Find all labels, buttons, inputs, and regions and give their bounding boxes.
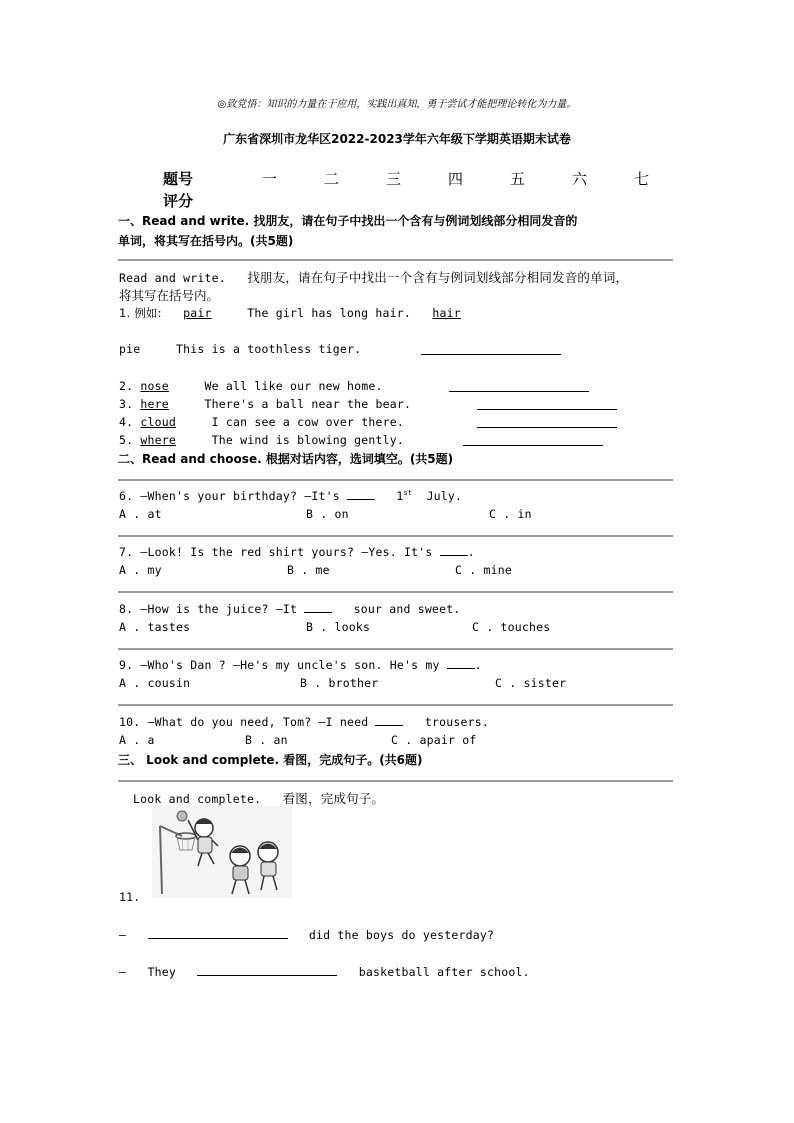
q5-answer-blank[interactable] (463, 433, 603, 451)
score-col-6: 六 (572, 170, 588, 188)
q10-option-b[interactable]: B . an (245, 733, 288, 747)
question-9-row (119, 657, 482, 672)
q3-answer-blank[interactable] (477, 397, 617, 415)
q10-option-a[interactable]: A . a (119, 733, 155, 747)
q5-word: where (140, 433, 176, 447)
q11-text-2b: basketball after school. (358, 965, 530, 979)
q9-option-c[interactable]: C . sister (495, 676, 567, 690)
question-10-row (119, 714, 489, 729)
q11-text-2a: They (147, 965, 176, 979)
question-6-row (119, 488, 462, 503)
score-col-3: 三 (386, 170, 402, 188)
q7-option-a[interactable]: A . my (119, 563, 162, 577)
example-word: pair (183, 306, 212, 320)
q1-answer-blank[interactable] (421, 342, 561, 360)
q7-option-b[interactable]: B . me (287, 563, 330, 577)
score-col-7: 七 (634, 170, 650, 188)
q3-word: here (140, 397, 169, 411)
q11-dash-1: — (119, 928, 127, 942)
q7-blank[interactable] (440, 544, 468, 556)
divider (118, 704, 673, 706)
score-col-2: 二 (324, 170, 340, 188)
question-3-row (119, 397, 411, 411)
section3-instruction (133, 789, 384, 807)
q6-num: 6. (119, 489, 134, 503)
q2-word: nose (140, 379, 169, 393)
question-4-row (119, 415, 404, 429)
section3-heading: 三、 Look and complete. 看图，完成句子。(共6题) (118, 753, 423, 767)
q6-sup: st (403, 489, 413, 498)
q4-num: 4. (119, 415, 134, 429)
q3-sentence: There's a ball near the bear. (204, 397, 412, 411)
example-sentence: The girl has long hair. (247, 306, 412, 320)
question-2-row (119, 379, 383, 393)
q6-blank[interactable] (347, 488, 375, 500)
q4-sentence: I can see a cow over there. (211, 415, 404, 429)
q6-option-c[interactable]: C . in (489, 507, 532, 521)
q10-end: trousers. (424, 715, 489, 729)
q11-num: 11. (119, 890, 141, 904)
q8-num: 8. (119, 602, 134, 616)
score-col-5: 五 (510, 170, 526, 188)
divider (118, 479, 673, 481)
q10-option-c[interactable]: C . apair of (391, 733, 477, 747)
q4-answer-blank[interactable] (477, 415, 617, 433)
instr-en: Look and complete. (133, 792, 262, 806)
q7-text: —Look! Is the red shirt yours? —Yes. It's (140, 545, 433, 559)
q6-option-a[interactable]: A . at (119, 507, 162, 521)
divider (118, 591, 673, 593)
q9-text: —Who's Dan ? —He's my uncle's son. He's my (140, 658, 440, 672)
section1-heading-line1: 一、Read and write. 找朋友，请在句子中找出一个含有与例词划线部分相同发音的 (118, 214, 578, 228)
q10-blank[interactable] (375, 714, 403, 726)
q5-num: 5. (119, 433, 134, 447)
divider (118, 780, 673, 782)
q6-month: July. (426, 489, 463, 503)
q1-word: pie (119, 342, 141, 356)
section1-instruction-line1 (119, 268, 628, 286)
q8-option-b[interactable]: B . looks (306, 620, 371, 634)
q6-text: —When's your birthday? —It's (140, 489, 340, 503)
score-col-4: 四 (448, 170, 464, 188)
exam-title: 广东省深圳市龙华区2022-2023学年六年级下学期英语期末试卷 (223, 132, 571, 146)
q6-date: 1 (396, 489, 404, 503)
question-1-row (119, 342, 361, 356)
instr-cn: 找朋友，请在句子中找出一个含有与例词划线部分相同发音的单词， (247, 270, 629, 285)
example-answer: hair (432, 306, 461, 320)
question-11-line2 (119, 964, 530, 979)
q9-end: . (474, 658, 482, 672)
q8-blank[interactable] (304, 601, 332, 613)
divider (118, 648, 673, 650)
q9-num: 9. (119, 658, 134, 672)
q5-sentence: The wind is blowing gently. (211, 433, 404, 447)
q9-option-b[interactable]: B . brother (300, 676, 379, 690)
q7-option-c[interactable]: C . mine (455, 563, 512, 577)
example-prefix: 1. 例如: (119, 306, 162, 320)
score-label-no: 题号 (163, 170, 194, 188)
q1-sentence: This is a toothless tiger. (176, 342, 362, 356)
divider (118, 259, 673, 261)
q2-answer-blank[interactable] (449, 379, 589, 397)
q2-sentence: We all like our new home. (204, 379, 383, 393)
q3-num: 3. (119, 397, 134, 411)
basketball-boys-illustration (152, 806, 292, 898)
section1-heading-line2: 单词，将其写在括号内。(共5题) (118, 234, 294, 248)
q8-option-a[interactable]: A . tastes (119, 620, 191, 634)
q11-blank-2[interactable] (197, 964, 337, 976)
q8-end: sour and sweet. (353, 602, 461, 616)
score-label-score: 评分 (163, 192, 194, 210)
divider (118, 535, 673, 537)
q9-blank[interactable] (447, 657, 475, 669)
instr-cn: 看图，完成句子。 (282, 791, 385, 806)
section1-instruction-line2: 将其写在括号内。 (119, 288, 220, 303)
question-8-row (119, 601, 460, 616)
q2-num: 2. (119, 379, 134, 393)
score-col-1: 一 (262, 170, 278, 188)
q7-end: . (467, 545, 475, 559)
q11-text-1: did the boys do yesterday? (308, 928, 495, 942)
question-7-row (119, 544, 475, 559)
question-5-row (119, 433, 404, 447)
question-11-line1 (119, 927, 494, 942)
q10-num: 10. (119, 715, 141, 729)
q10-text: —What do you need, Tom? —I need (147, 715, 369, 729)
instr-en: Read and write. (119, 271, 226, 285)
section2-heading: 二、Read and choose. 根据对话内容，选词填空。(共5题) (118, 452, 454, 466)
motto-text: ◎致党悟：知识的力量在于应用，实践出真知，勇于尝试才能把理论转化为力量。 (217, 99, 577, 110)
q11-dash-2: — (119, 965, 127, 979)
q7-num: 7. (119, 545, 134, 559)
q6-option-b[interactable]: B . on (306, 507, 349, 521)
q4-word: cloud (140, 415, 176, 429)
q9-option-a[interactable]: A . cousin (119, 676, 191, 690)
example-row (119, 305, 461, 321)
q8-text: —How is the juice? —It (140, 602, 298, 616)
q11-blank-1[interactable] (148, 927, 288, 939)
q8-option-c[interactable]: C . touches (472, 620, 551, 634)
